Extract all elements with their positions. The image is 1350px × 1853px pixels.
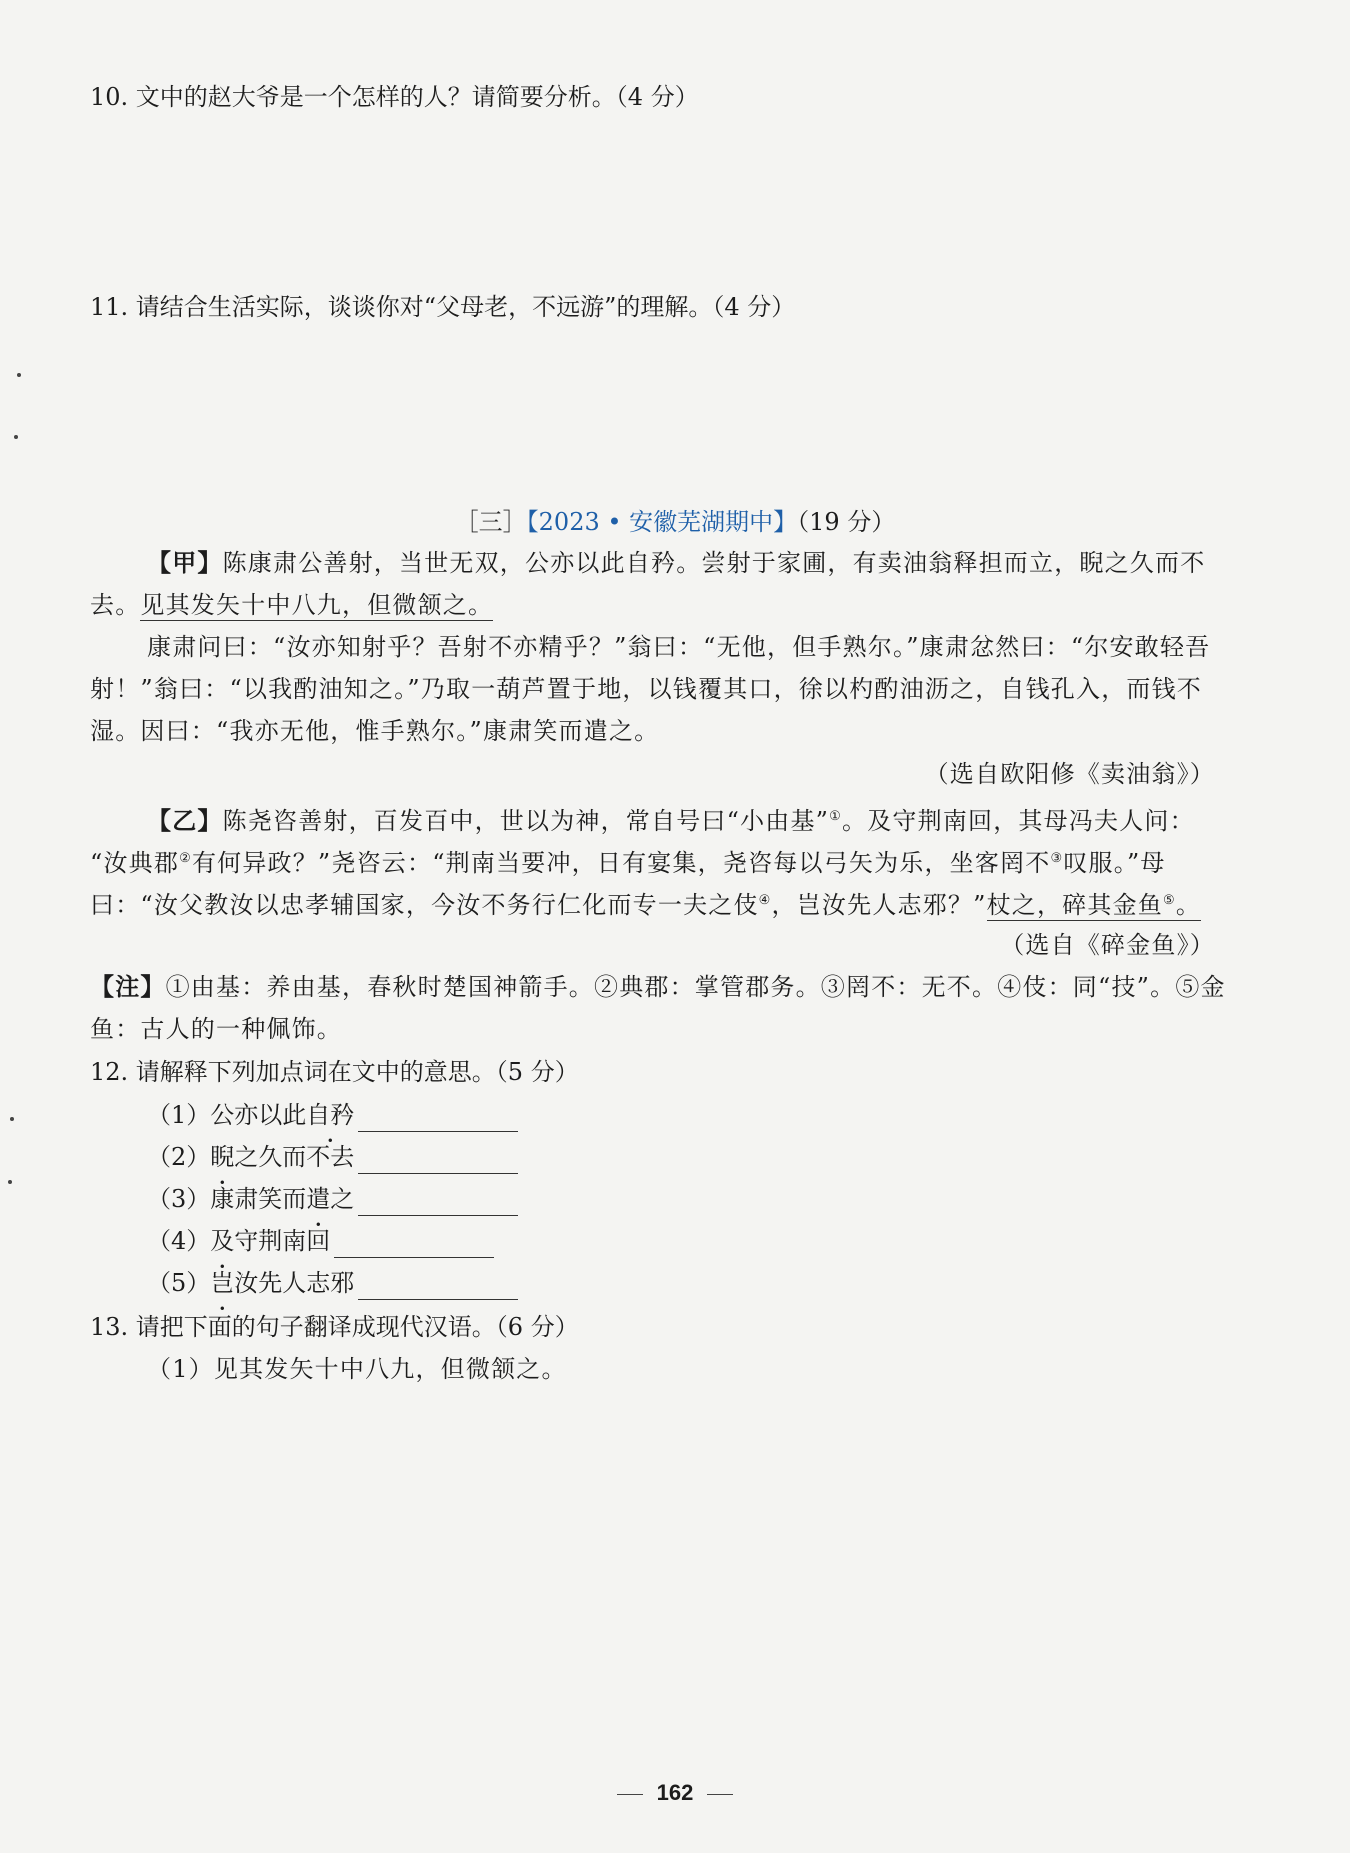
item-text: （4） <box>147 1227 211 1255</box>
answer-blank[interactable] <box>358 1273 518 1300</box>
question-11: 11. 请结合生活实际，谈谈你对“父母老，不远游”的理解。（4 分） <box>90 293 796 321</box>
underlined-text: 。 <box>1175 891 1202 919</box>
passage-jia-line <box>147 546 1205 580</box>
page-number-text: 162 <box>656 1780 694 1805</box>
passage-yi-tag: 【乙】 <box>147 806 223 835</box>
passage-yi-line <box>147 800 1195 838</box>
question-13: 13. 请把下面的句子翻译成现代汉语。（6 分） <box>90 1313 579 1341</box>
item-text: 汝先人志邪 <box>234 1269 355 1297</box>
dotted-word: 自矜 <box>306 1101 355 1129</box>
passage-jia-source: （选自欧阳修《卖油翁》） <box>924 760 1215 788</box>
passage-yi-source: （选自《碎金鱼》） <box>1000 931 1215 959</box>
passage-text: 陈尧咨善射，百发百中，世以为神，常自号曰“小由基” <box>222 807 830 835</box>
page-number <box>0 1780 1350 1806</box>
notes-tag: 【注】 <box>90 972 166 1001</box>
passage-jia-tag: 【甲】 <box>147 548 223 577</box>
item-text: （1）公亦以此 <box>147 1101 307 1129</box>
item-text: （5） <box>147 1269 211 1297</box>
question-10: 10. 文中的赵大爷是一个怎样的人？请简要分析。（4 分） <box>90 83 699 111</box>
passage-jia-line <box>90 588 493 622</box>
page-number-dash <box>617 1794 643 1795</box>
passage-jia-line: 康肃问曰：“汝亦知射乎？吾射不亦精乎？”翁曰：“无他，但手熟尔。”康肃忿然曰：“尔安敢轻吾 <box>147 633 1211 661</box>
passage-yi-line <box>90 842 1166 880</box>
q13-item-1: （1）见其发矢十中八九，但微颔之。 <box>147 1355 567 1383</box>
q12-item-3 <box>147 1182 518 1216</box>
passage-jia-line: 射！”翁曰：“以我酌油知之。”乃取一葫芦置于地，以钱覆其口，徐以杓酌油沥之，自钱孔入，而钱不 <box>90 675 1203 703</box>
passage-text: ，岂汝先人志邪？” <box>771 891 987 919</box>
answer-blank[interactable] <box>358 1105 518 1132</box>
margin-mark <box>8 1180 12 1184</box>
item-text: 之 <box>330 1185 355 1213</box>
answer-blank[interactable] <box>358 1147 518 1174</box>
q12-item-5 <box>147 1266 518 1300</box>
footnote-mark: ② <box>179 851 192 866</box>
section-score: （19 分） <box>797 508 896 536</box>
q12-item-2 <box>147 1140 518 1174</box>
dotted-word: 岂 <box>210 1269 235 1297</box>
passage-text: “汝典郡 <box>90 849 180 877</box>
underlined-sentence <box>987 891 1201 921</box>
footnote-mark: ④ <box>758 893 772 908</box>
footnote-mark: ⑤ <box>1163 893 1176 908</box>
margin-mark <box>17 373 21 377</box>
underlined-sentence: 见其发矢十中八九，但微颔之。 <box>140 591 494 619</box>
dotted-word: 及 <box>210 1227 235 1255</box>
question-12: 12. 请解释下列加点词在文中的意思。（5 分） <box>90 1058 579 1086</box>
passage-yi-line <box>90 884 1201 922</box>
q12-item-1 <box>147 1098 518 1132</box>
notes-line: 鱼：古人的一种佩饰。 <box>90 1015 342 1043</box>
section-heading <box>0 505 1350 539</box>
passage-text: 陈康肃公善射，当世无双，公亦以此自矜。尝射于家圃，有卖油翁释担而立，睨之久而不 <box>222 549 1206 577</box>
underlined-text: 杖之，碎其金鱼 <box>986 891 1164 919</box>
answer-blank[interactable] <box>334 1231 494 1258</box>
passage-text: 有何异政？”尧咨云：“荆南当要冲，日有宴集，尧咨每以弓矢为乐，坐客罔不 <box>191 849 1051 877</box>
margin-mark <box>10 1117 14 1121</box>
footnote-mark: ③ <box>1050 851 1064 866</box>
q12-item-4 <box>147 1224 494 1258</box>
footnote-mark: ① <box>829 809 843 824</box>
item-text: 之久而不去 <box>234 1143 355 1171</box>
passage-text: 曰：“汝父教汝以忠孝辅国家，今汝不务行仁化而专一夫之伎 <box>90 891 759 919</box>
passage-text: 。及守荆南回，其母冯夫人问： <box>842 807 1195 835</box>
item-text: 守荆南回 <box>234 1227 331 1255</box>
dotted-word: 遣 <box>306 1185 331 1213</box>
passage-text: 去。 <box>90 591 141 619</box>
item-text: （2） <box>147 1143 211 1171</box>
item-text: （3）康肃笑而 <box>147 1185 307 1213</box>
section-source: 【2023 • 安徽芜湖期中】 <box>526 508 798 536</box>
passage-text: 叹服。”母 <box>1063 849 1166 877</box>
dotted-word: 睨 <box>210 1143 235 1171</box>
page-number-dash <box>707 1794 733 1795</box>
margin-mark <box>14 435 18 439</box>
passage-jia-line: 湿。因曰：“我亦无他，惟手熟尔。”康肃笑而遣之。 <box>90 717 660 745</box>
notes-line <box>90 970 1226 1004</box>
notes-text: ①由基：养由基，春秋时楚国神箭手。②典郡：掌管郡务。③罔不：无不。④伎：同“技”。⑤金 <box>165 973 1226 1001</box>
answer-blank[interactable] <box>358 1189 518 1216</box>
section-number: ［三］ <box>454 508 527 536</box>
